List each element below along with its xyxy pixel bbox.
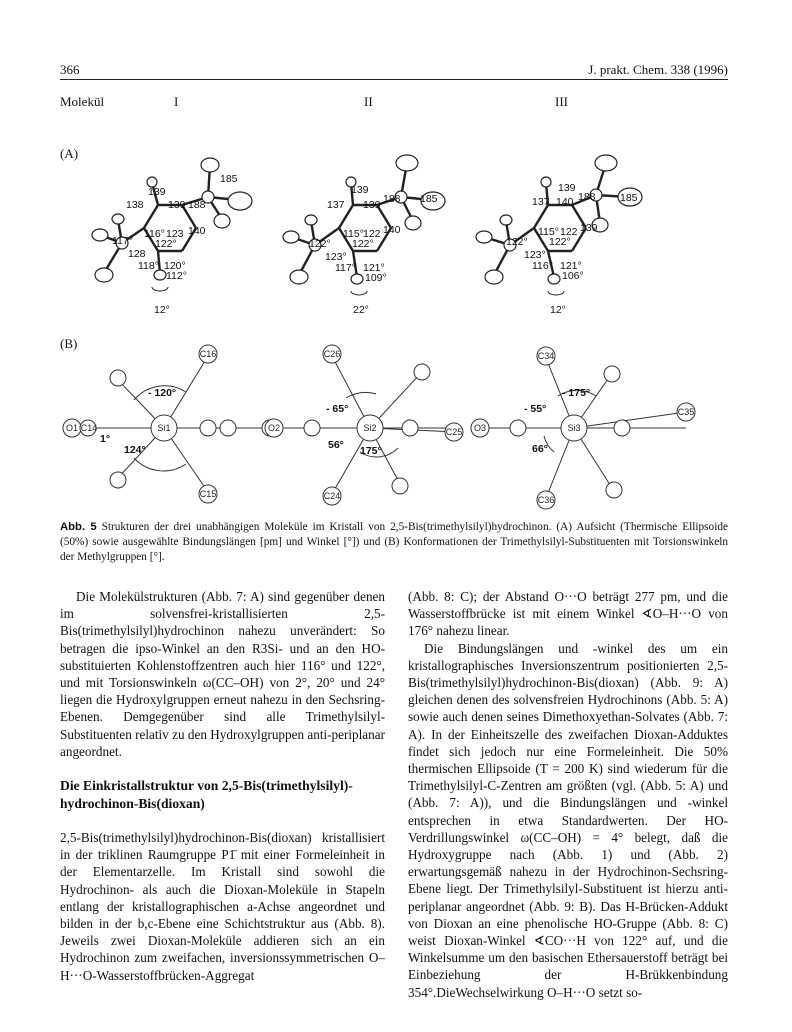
- mol2-angle-label: 123°: [325, 251, 347, 263]
- newman2-atom-label: C24: [323, 491, 341, 501]
- mol2-angle-label: 117°: [335, 262, 356, 274]
- mol3-angle-label: 123°: [524, 249, 546, 261]
- mol3-angle-label: 106°: [562, 270, 584, 282]
- newman1-atom-label: C14: [80, 423, 98, 433]
- mol2-torsion-label: 22°: [353, 304, 369, 316]
- mol1-bond-label: 185: [220, 173, 238, 185]
- mol1-bond-label: 188: [188, 199, 206, 211]
- right-paragraph-2: Die Bindungslängen und -winkel des um ein kristallographisches Inversionszentrum positionierten 2,5-Bis(trimethylsilyl)hydrochinon-Bis(dioxan) (Abb. 9: A) gleichen denen des solvensfreien Hydrochinons (Abb. 5: A) sowie auch denen seines Dimethoxyethan-Solvates (Abb. 7: A). In der Einheitszelle des zweifachen Dioxan-Adduktes findet sich jedoch nur eine Formeleinheit. Die 50% thermischen Ellipsoide (T = 200 K) sind wiederum für die Trimethylsilyl-C-Zentren am größten (vgl. (Abb. 5: A) und (Abb. 7: A)), und die Bindungslängen und -winkel entsprechen in etwa Standardwerten. Der HO-Verdrillungswinkel ω(CC–OH) = 4° belegt, daß die Hydroxygruppe nach (Abb. 1) und (Abb. 2) erwartungsgemäß nahezu in der Hydrochinon-Sechsring-Ebene liegt. Der Trimethylsilyl-Substituent ist hierzu anti-periplanar angeordnet (Abb. 9: B). Das H-Brücken-Addukt von Dioxan an eine phenolische HO-Gruppe (Abb. 8: C) weist Dioxan-Winkel ∢CO···H von 122° auf, und die Winkelsumme um den basischen Ethersauerstoff beträgt bei Einbeziehung der H-Brükkenbindung 354°.DieWechselwirkung O–H···O setzt so-: [408, 640, 728, 1000]
- mol3-angle-label: 121°: [560, 260, 582, 272]
- newman1-angle-label: 124°: [124, 444, 146, 456]
- newman3-angle-label: - 175°: [562, 387, 591, 399]
- panel-a-label: (A): [60, 146, 79, 161]
- molecule-label-3: III: [555, 94, 568, 109]
- newman2-angle-label: 175°: [360, 445, 382, 457]
- newman2-atom-label: C25: [445, 427, 463, 437]
- left-column: [60, 588, 385, 984]
- figure-caption: [60, 520, 728, 565]
- mol3-angle-label: 115°: [538, 226, 559, 238]
- newman1-atom-label: O1: [65, 423, 79, 433]
- newman3-atom-label: Si3: [567, 423, 581, 433]
- mol2-angle-label: 115°: [343, 228, 364, 240]
- newman3-atom-label: C35: [677, 407, 695, 417]
- mol2-angle-label: 122°: [352, 238, 374, 250]
- mol2-bond-label: 122: [363, 228, 381, 240]
- newman2-angle-label: - 65°: [326, 403, 349, 415]
- mol3-bond-label: 139: [580, 222, 598, 234]
- mol2-bond-label: 185: [420, 193, 438, 205]
- mol2-bond-label: 139: [351, 184, 369, 196]
- mol3-bond-label: 139: [558, 182, 576, 194]
- mol2-angle-label: 121°: [363, 262, 385, 274]
- mol3-angle-label: 122°: [506, 236, 528, 248]
- mol1-angle-label: 116°: [144, 228, 165, 240]
- mol3-bond-label: 140: [556, 196, 574, 208]
- newman2-atom-label: Si2: [363, 423, 377, 433]
- mol1-angle-label: 118°: [138, 260, 159, 272]
- mol2-angle-label: 122°: [309, 238, 331, 250]
- newman3-angle-label: 66°: [532, 443, 548, 455]
- mol1-angle-label: 120°: [164, 260, 186, 272]
- mol3-bond-label: 188: [578, 191, 596, 203]
- mol2-bond-label: 137: [327, 199, 345, 211]
- newman1-angle-label: 1°: [100, 433, 111, 445]
- page-number: 366: [60, 62, 80, 77]
- right-paragraph-1: (Abb. 8: C); der Abstand O···O beträgt 277 pm, und die Wasserstoffbrücke ist mit einem Winkel ∢O–H···O von 176° nahezu linear.: [408, 589, 728, 639]
- newman3-atom-label: O3: [473, 423, 487, 433]
- panel-b-label: (B): [60, 336, 78, 351]
- mol2-bond-label: 140: [383, 224, 401, 236]
- mol1-torsion-label: 12°: [154, 304, 170, 316]
- header-rule: [60, 79, 728, 80]
- newman3-atom-label: C36: [537, 495, 555, 505]
- journal-reference: J. prakt. Chem. 338 (1996): [588, 62, 728, 77]
- mol1-bond-label: 140: [188, 225, 206, 237]
- left-paragraph-1: Die Molekülstrukturen (Abb. 7: A) sind gegenüber denen im solvensfrei-kristallisierten 2,5-Bis(trimethylsilyl)hydrochinon nahezu unverändert: So betragen die ipso-Winkel an den R3Si- und an den HO-substituierten Kohlenstoffzentren auch hier 116° und 122°, und mit Torsionswinkeln ω(CC–OH) von 2°, 20° und 24° liegen die Hydroxylgruppen erneut nahezu in den Sechsring-Ebenen. Demgegenüber sind alle Trimethylsilyl-Substituenten relativ zu den Hydroxylgruppen anti-periplanar angeordnet.: [60, 589, 385, 759]
- section-heading: Die Einkristallstruktur von 2,5-Bis(trimethylsilyl)-hydrochinon-Bis(dioxan): [60, 778, 353, 811]
- newman1-angle-label: - 120°: [148, 387, 177, 399]
- newman1-atom-label: C15: [199, 489, 217, 499]
- torsion-arrow-icon: [351, 291, 367, 295]
- molecule-3-ellipsoid-plot: [450, 145, 660, 325]
- molecule-row-label: Molekül: [60, 94, 105, 109]
- mol2-angle-label: 109°: [365, 272, 387, 284]
- mol1-angle-label: 112°: [166, 270, 187, 282]
- newman1-atom-label: C16: [199, 349, 217, 359]
- mol2-bond-label: 188: [383, 193, 401, 205]
- mol3-bond-label: 122: [560, 226, 578, 238]
- left-paragraph-2: 2,5-Bis(trimethylsilyl)hydrochinon-Bis(dioxan) kristallisiert in der triklinen Raumgruppe P1̄ mit einer Formeleinheit in der Elementarzelle. Im Kristall sind sowohl die Hydrochinon- als auch die Dioxan-Moleküle in Stapeln entlang der kristallographischen a-Achse angeordnet und bilden in der b,c-Ebene eine Schichtstruktur aus (Abb. 8). Jeweils zwei Dioxan-Moleküle addieren sich an ein Hydrochinon zum zweifachen, inversionssymmetrischen O–H···O-Wasserstoffbrücken-Aggregat: [60, 830, 385, 983]
- mol3-bond-label: 185: [620, 192, 638, 204]
- mol1-bond-label: 123: [166, 228, 184, 240]
- mol1-bond-label: 139: [168, 199, 186, 211]
- mol1-bond-label: 139: [148, 186, 166, 198]
- newman3-angle-label: - 55°: [524, 403, 547, 415]
- molecule-2-ellipsoid-plot: [255, 145, 465, 325]
- mol1-bond-label: 138: [126, 199, 144, 211]
- mol1-angle-label: 117°: [112, 235, 133, 247]
- figure-caption-text: Strukturen der drei unabhängigen Moleküle im Kristall von 2,5-Bis(trimethylsilyl)hydrochinon. (A) Aufsicht (Thermische Ellipsoide (50%) sowie ausgewählte Bindungslängen [pm] und Winkel [°]) und (B) Konformationen der Trimethylsilyl-Substituenten mit Torsionswinkeln der Methylgruppen [°].: [60, 521, 729, 563]
- newman1-atom-label: Si1: [157, 423, 171, 433]
- mol2-bond-label: 139: [363, 199, 381, 211]
- mol1-angle-label: 122°: [155, 238, 177, 250]
- newman3-atom-label: C34: [537, 351, 555, 361]
- molecule-label-2: II: [364, 94, 373, 109]
- molecule-1-ellipsoid-plot: [60, 145, 270, 325]
- molecule-label-1: I: [174, 94, 179, 109]
- mol1-bond-label: 128: [128, 248, 146, 260]
- newman-projection-3: [462, 340, 712, 515]
- newman2-atom-label: O2: [267, 423, 281, 433]
- newman2-angle-label: 56°: [328, 439, 344, 451]
- figure-caption-label: Abb. 5: [60, 521, 97, 533]
- right-column: [408, 588, 728, 1001]
- mol3-angle-label: 122°: [549, 236, 571, 248]
- mol3-torsion-label: 12°: [550, 304, 566, 316]
- mol3-bond-label: 137: [532, 196, 550, 208]
- mol3-angle-label: 116°: [532, 260, 553, 272]
- torsion-arrow-icon: [152, 287, 168, 291]
- newman2-atom-label: C26: [323, 349, 341, 359]
- torsion-arrow-icon: [548, 291, 564, 295]
